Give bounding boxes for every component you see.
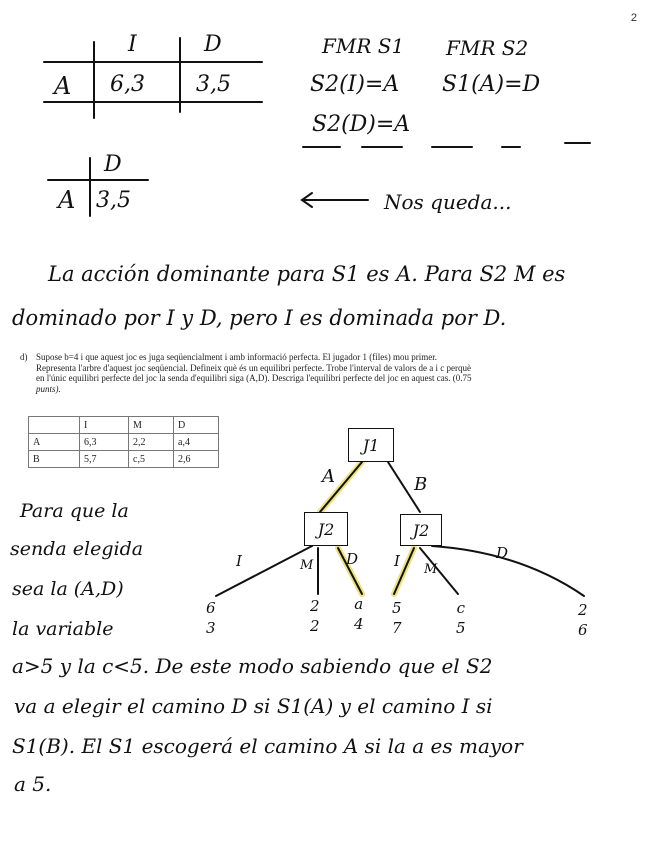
paragraph-2-line-7: S1(B). El S1 escogerá el camino A si la a es mayor: [12, 734, 523, 758]
top-table-cell-D: 3,5: [196, 72, 231, 97]
question-line-3: en l'únic equilibri perfecte del joc la senda d'equilibri siga (A,D). Descriga l'equilibri perfecte del joc en aquest cas. (0.75: [36, 373, 472, 383]
table-cell: B: [29, 451, 80, 468]
table-cell: M: [129, 417, 174, 434]
fmr-s1-title: FMR S1: [322, 34, 405, 58]
paragraph-2-line-5: a>5 y la c<5. De este modo sabiendo que el S2: [12, 654, 493, 678]
table-cell: 2,2: [129, 434, 174, 451]
table-cell: 6,3: [80, 434, 129, 451]
table-cell: 2,6: [174, 451, 219, 468]
table-row: [29, 451, 219, 468]
nos-queda-text: Nos queda...: [384, 190, 512, 214]
paragraph-2-line-1: Para que la: [20, 500, 129, 522]
paragraph-2-line-8: a 5.: [14, 772, 52, 796]
tree-right-node: J2: [400, 514, 442, 546]
top-table-row-A: A: [54, 72, 72, 100]
payoff-6: 2 6: [578, 601, 588, 639]
payoff-1: 6 3: [206, 599, 216, 637]
tree-left-node: J2: [304, 512, 348, 546]
question-line-1: Supose b=4 i que aquest joc es juga seqüencialment i amb informació perfecta. El jugador 1 (files) mou primer.: [36, 352, 437, 362]
edge-label-right-I: I: [394, 552, 400, 570]
question-line-4: punts).: [36, 383, 61, 394]
fmr-s2-title: FMR S2: [446, 36, 529, 60]
edge-label-A: A: [322, 466, 335, 487]
paragraph-1-line-2: dominado por I y D, pero I es dominada por D.: [12, 306, 507, 330]
payoff-2: 2 2: [310, 597, 320, 635]
table-row: [29, 417, 219, 434]
table-cell: a,4: [174, 434, 219, 451]
reduced-table-cell: 3,5: [96, 188, 131, 213]
edge-label-left-I: I: [236, 552, 242, 570]
paragraph-2-line-4: la variable: [12, 618, 114, 640]
fmr-s2-line1: S1(A)=D: [442, 72, 541, 97]
payoff-5: c 5: [456, 599, 466, 637]
edge-label-right-M: M: [424, 562, 438, 577]
table-cell: [29, 417, 80, 434]
question-line-2: Representa l'arbre d'aquest joc seqüencial. Defineix què és un equilibri perfecte. Trobe l'interval de valors de a i c perquè: [36, 362, 471, 373]
table-cell: c,5: [129, 451, 174, 468]
table-cell: D: [174, 417, 219, 434]
paragraph-2-line-6: va a elegir el camino D si S1(A) y el camino I si: [14, 694, 493, 718]
payoff-4: 5 7: [392, 599, 402, 637]
edge-label-left-M: M: [300, 558, 314, 573]
table-row: [29, 434, 219, 451]
paragraph-1-line-1: La acción dominante para S1 es A. Para S2 M es: [48, 262, 566, 286]
fmr-s1-line2: S2(D)=A: [312, 112, 411, 137]
fmr-s1-line1: S2(I)=A: [310, 72, 400, 97]
edge-label-left-D: D: [346, 550, 359, 568]
payoff-3: a 4: [354, 595, 364, 633]
question-text: [36, 352, 636, 394]
table-cell: I: [80, 417, 129, 434]
page-number: 2: [630, 12, 637, 24]
game-matrix-table: [28, 416, 219, 468]
edge-label-right-D: D: [496, 544, 509, 562]
question-label: d): [20, 352, 28, 362]
reduced-table-header-D: D: [104, 152, 122, 177]
reduced-table-row-A: A: [58, 186, 76, 214]
top-table-header-I: I: [128, 32, 137, 57]
edge-left-I: [216, 546, 312, 596]
edge-label-B: B: [414, 474, 428, 495]
paragraph-2-line-2: senda elegida: [10, 538, 144, 560]
top-table-cell-I: 6,3: [110, 72, 145, 97]
paragraph-2-line-3: sea la (A,D): [12, 578, 124, 600]
tree-root-node: J1: [348, 428, 394, 462]
top-table-header-D: D: [204, 32, 222, 57]
table-cell: 5,7: [80, 451, 129, 468]
table-cell: A: [29, 434, 80, 451]
